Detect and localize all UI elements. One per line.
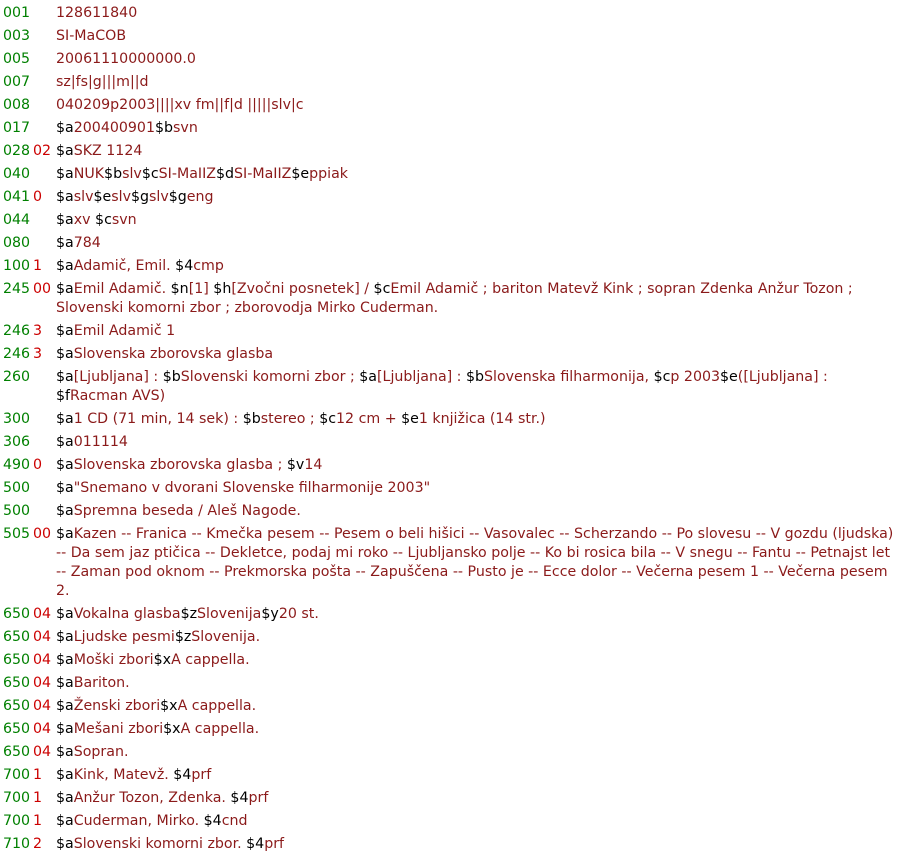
subfield-data: Emil Adamič.	[73, 281, 171, 297]
subfield-data: prf	[191, 767, 212, 783]
field-indicators: 04	[33, 652, 52, 668]
field-row	[0, 119, 900, 138]
field-tag: 710	[3, 836, 31, 852]
subfield-code: $a	[56, 346, 74, 362]
subfield-code: $b	[242, 411, 261, 427]
field-value	[56, 525, 900, 601]
subfield-data: slv	[73, 189, 94, 205]
subfield-data: Slovenija	[197, 606, 262, 622]
field-value	[56, 4, 900, 23]
field-tag: 650	[3, 721, 31, 737]
subfield-data: 1 knjižica (14 str.)	[418, 411, 546, 427]
subfield-code: $d	[216, 166, 235, 182]
subfield-code: $a	[56, 652, 74, 668]
subfield-code: $g	[130, 189, 150, 205]
subfield-code: $a	[56, 212, 74, 228]
field-row	[0, 165, 900, 184]
subfield-data: svn	[111, 212, 137, 228]
field-indicators: 1	[33, 813, 43, 829]
subfield-data: Adamič, Emil.	[73, 258, 176, 274]
field-value	[56, 651, 900, 670]
subfield-data: Anžur Tozon, Zdenka.	[73, 790, 231, 806]
subfield-data: Ženski zbori	[73, 698, 161, 714]
subfield-data: slv	[111, 189, 131, 205]
field-tag: 650	[3, 698, 31, 714]
subfield-code: $z	[174, 629, 192, 645]
subfield-data: 12 cm +	[336, 411, 402, 427]
subfield-data: Cuderman, Mirko.	[73, 813, 204, 829]
subfield-data: 128611840	[56, 5, 138, 21]
field-tag: 008	[3, 97, 31, 113]
field-value	[56, 605, 900, 624]
field-tag: 040	[3, 166, 31, 182]
field-tag: 700	[3, 767, 31, 783]
subfield-data: xv	[73, 212, 96, 228]
field-value	[56, 257, 900, 276]
subfield-code: $a	[56, 836, 74, 852]
field-row	[0, 605, 900, 624]
subfield-data: SI-MaIIZ	[234, 166, 292, 182]
subfield-data: Sopran.	[73, 744, 129, 760]
subfield-data: 1 CD (71 min, 14 sek) :	[73, 411, 243, 427]
field-value	[56, 188, 900, 207]
subfield-code: $g	[168, 189, 187, 205]
field-tag: 650	[3, 675, 31, 691]
field-indicators: 0	[33, 457, 43, 473]
subfield-data: "Snemano v dvorani Slovenske filharmonije 2003"	[73, 480, 431, 496]
subfield-data: Mešani zbori	[73, 721, 164, 737]
field-value	[56, 27, 900, 46]
field-indicators: 04	[33, 744, 52, 760]
subfield-code: $a	[56, 369, 74, 385]
field-row	[0, 50, 900, 69]
subfield-data: prf	[248, 790, 269, 806]
subfield-data: slv	[149, 189, 169, 205]
subfield-code: $c	[141, 166, 159, 182]
field-indicators: 04	[33, 629, 52, 645]
subfield-code: $4	[175, 258, 194, 274]
field-tag: 041	[3, 189, 31, 205]
subfield-code: $4	[173, 767, 192, 783]
subfield-code: $4	[203, 813, 222, 829]
field-row	[0, 27, 900, 46]
subfield-data: [Ljubljana] :	[377, 369, 466, 385]
subfield-data: Emil Adamič ; bariton Matevž Kink ; sopran Zdenka Anžur Tozon ; Slovenski komorni zbor ; zborovodja Mirko Cuderman.	[56, 281, 853, 316]
field-indicators: 04	[33, 698, 52, 714]
field-tag: 306	[3, 434, 31, 450]
field-row	[0, 188, 900, 207]
subfield-code: $4	[230, 790, 249, 806]
field-value	[56, 345, 900, 364]
subfield-code: $c	[95, 212, 112, 228]
subfield-data: 200400901	[73, 120, 155, 136]
field-row	[0, 322, 900, 341]
subfield-data: A cappella.	[171, 652, 250, 668]
subfield-code: $e	[401, 411, 419, 427]
field-row	[0, 73, 900, 92]
field-row	[0, 96, 900, 115]
field-value	[56, 211, 900, 230]
subfield-code: $x	[163, 721, 181, 737]
field-value	[56, 720, 900, 739]
field-tag: 044	[3, 212, 31, 228]
subfield-data: sz|fs|g|||m||d	[56, 74, 149, 90]
subfield-data: p 2003	[670, 369, 721, 385]
subfield-data: Slovenska zborovska glasba	[73, 346, 274, 362]
field-row	[0, 628, 900, 647]
field-row	[0, 280, 900, 318]
subfield-code: $a	[56, 503, 74, 519]
field-tag: 500	[3, 480, 31, 496]
subfield-code: $y	[261, 606, 279, 622]
subfield-data: Ljudske pesmi	[73, 629, 175, 645]
field-tag: 246	[3, 346, 31, 362]
subfield-data: [1]	[188, 281, 214, 297]
field-value	[56, 50, 900, 69]
field-value	[56, 165, 900, 184]
field-tag: 003	[3, 28, 31, 44]
subfield-data: Kink, Matevž.	[73, 767, 174, 783]
subfield-data: Slovenska zborovska glasba ;	[73, 457, 287, 473]
field-row	[0, 743, 900, 762]
field-tag: 017	[3, 120, 31, 136]
subfield-data: 14	[304, 457, 323, 473]
subfield-data: SI-MaCOB	[56, 28, 127, 44]
subfield-data: prf	[264, 836, 285, 852]
field-value	[56, 142, 900, 161]
field-tag: 650	[3, 629, 31, 645]
subfield-code: $c	[319, 411, 337, 427]
subfield-data: Spremna beseda / Aleš Nagode.	[73, 503, 301, 519]
subfield-code: $v	[286, 457, 305, 473]
subfield-code: $a	[56, 258, 74, 274]
field-row	[0, 456, 900, 475]
field-indicators: 1	[33, 767, 43, 783]
field-value	[56, 789, 900, 808]
subfield-code: $c	[653, 369, 671, 385]
subfield-code: $a	[56, 698, 74, 714]
field-indicators: 2	[33, 836, 43, 852]
field-row	[0, 4, 900, 23]
field-tag: 650	[3, 606, 31, 622]
subfield-data: NUK	[73, 166, 105, 182]
field-tag: 490	[3, 457, 31, 473]
field-row	[0, 674, 900, 693]
subfield-data: A cappella.	[177, 698, 257, 714]
subfield-code: $f	[56, 388, 71, 404]
subfield-code: $a	[56, 629, 74, 645]
field-tag: 650	[3, 652, 31, 668]
field-row	[0, 766, 900, 785]
subfield-data: Vokalna glasba	[73, 606, 181, 622]
subfield-data: Moški zbori	[73, 652, 154, 668]
field-tag: 246	[3, 323, 31, 339]
subfield-data: cnd	[221, 813, 248, 829]
field-row	[0, 720, 900, 739]
field-row	[0, 433, 900, 452]
field-row	[0, 835, 900, 854]
subfield-code: $a	[56, 767, 74, 783]
field-value	[56, 502, 900, 521]
subfield-code: $a	[56, 790, 74, 806]
field-row	[0, 502, 900, 521]
field-tag: 700	[3, 790, 31, 806]
field-value	[56, 410, 900, 429]
subfield-data: Slovenski komorni zbor.	[73, 836, 247, 852]
field-row	[0, 789, 900, 808]
subfield-data: SKZ 1124	[73, 143, 143, 159]
subfield-code: $a	[56, 434, 74, 450]
subfield-data: [Zvočni posnetek] /	[231, 281, 374, 297]
field-row	[0, 211, 900, 230]
field-value	[56, 119, 900, 138]
field-indicators: 04	[33, 721, 52, 737]
field-indicators: 02	[33, 143, 52, 159]
subfield-code: $a	[56, 120, 74, 136]
subfield-code: $x	[153, 652, 172, 668]
subfield-data: 20061110000000.0	[56, 51, 196, 67]
subfield-data: Slovenija.	[191, 629, 261, 645]
field-value	[56, 456, 900, 475]
field-tag: 650	[3, 744, 31, 760]
subfield-data: cmp	[193, 258, 224, 274]
subfield-data: SI-MaIIZ	[158, 166, 216, 182]
subfield-code: $n	[170, 281, 189, 297]
field-value	[56, 835, 900, 854]
field-value	[56, 697, 900, 716]
field-tag: 100	[3, 258, 31, 274]
subfield-data: eng	[186, 189, 214, 205]
subfield-data: Slovenski komorni zbor ;	[180, 369, 360, 385]
field-tag: 260	[3, 369, 31, 385]
subfield-code: $b	[154, 120, 174, 136]
field-tag: 500	[3, 503, 31, 519]
field-value	[56, 96, 900, 115]
subfield-data: 040209p2003||||xv fm||f|d |||||slv|c	[56, 97, 304, 113]
subfield-code: $e	[291, 166, 310, 182]
field-row	[0, 697, 900, 716]
subfield-data: 784	[73, 235, 101, 251]
field-value	[56, 628, 900, 647]
field-indicators: 00	[33, 281, 52, 297]
subfield-data: 011114	[73, 434, 128, 450]
field-indicators: 00	[33, 526, 52, 542]
field-indicators: 04	[33, 606, 52, 622]
field-indicators: 3	[33, 323, 43, 339]
subfield-code: $a	[56, 281, 74, 297]
field-indicators: 3	[33, 346, 43, 362]
field-tag: 028	[3, 143, 31, 159]
subfield-data: ([Ljubljana] :	[737, 369, 828, 385]
subfield-code: $4	[246, 836, 265, 852]
field-value	[56, 433, 900, 452]
field-row	[0, 479, 900, 498]
subfield-data: svn	[173, 120, 198, 136]
subfield-code: $e	[93, 189, 112, 205]
subfield-data: stereo ;	[260, 411, 320, 427]
subfield-code: $x	[160, 698, 178, 714]
field-value	[56, 234, 900, 253]
field-row	[0, 257, 900, 276]
field-indicators: 1	[33, 790, 43, 806]
field-tag: 007	[3, 74, 31, 90]
field-tag: 005	[3, 51, 31, 67]
subfield-data: 20 st.	[278, 606, 319, 622]
subfield-data: slv	[122, 166, 142, 182]
field-indicators: 0	[33, 189, 43, 205]
field-row	[0, 345, 900, 364]
subfield-code: $a	[56, 721, 74, 737]
subfield-code: $a	[56, 166, 74, 182]
field-row	[0, 142, 900, 161]
subfield-code: $b	[465, 369, 485, 385]
subfield-data: Emil Adamič 1	[73, 323, 176, 339]
subfield-data: A cappella.	[180, 721, 260, 737]
subfield-code: $a	[56, 744, 74, 760]
field-indicators: 04	[33, 675, 52, 691]
subfield-data: Bariton.	[73, 675, 130, 691]
field-indicators: 1	[33, 258, 43, 274]
field-tag: 700	[3, 813, 31, 829]
field-tag: 505	[3, 526, 31, 542]
subfield-code: $a	[56, 235, 74, 251]
field-value	[56, 812, 900, 831]
subfield-data: ppiak	[309, 166, 349, 182]
subfield-code: $a	[359, 369, 377, 385]
field-value	[56, 280, 900, 318]
field-value	[56, 322, 900, 341]
field-row	[0, 368, 900, 406]
subfield-code: $a	[56, 813, 74, 829]
subfield-code: $a	[56, 143, 74, 159]
subfield-code: $e	[720, 369, 738, 385]
subfield-data: Kazen -- Franica -- Kmečka pesem -- Pesem o beli hišici -- Vasovalec -- Scherzando -- Po slovesu -- V gozdu (ljudska) -- Da sem jaz ptičica -- Dekletce, podaj mi roko -- Ljubljansko polje -- Ko bi rosica bila -- V snegu -- Fantu -- Petnajst let -- Zaman pod oknom -- Prekmorska pošta -- Zapuščena -- Pusto je -- Ecce dolor -- Večerna pesem 1 -- Večerna pesem 2.	[56, 526, 894, 599]
field-value	[56, 479, 900, 498]
field-tag: 245	[3, 281, 31, 297]
field-value	[56, 743, 900, 762]
subfield-code: $z	[180, 606, 198, 622]
subfield-code: $a	[56, 457, 74, 473]
field-tag: 001	[3, 5, 31, 21]
field-row	[0, 410, 900, 429]
subfield-code: $c	[373, 281, 391, 297]
subfield-data: Racman AVS)	[70, 388, 166, 404]
field-value	[56, 368, 900, 406]
field-tag: 300	[3, 411, 31, 427]
field-row	[0, 651, 900, 670]
subfield-code: $b	[104, 166, 123, 182]
field-tag: 080	[3, 235, 31, 251]
subfield-code: $a	[56, 526, 74, 542]
subfield-code: $a	[56, 480, 74, 496]
subfield-code: $a	[56, 606, 74, 622]
subfield-code: $h	[213, 281, 232, 297]
subfield-code: $b	[162, 369, 181, 385]
subfield-code: $a	[56, 323, 74, 339]
subfield-data: [Ljubljana] :	[73, 369, 163, 385]
subfield-code: $a	[56, 189, 74, 205]
field-row	[0, 234, 900, 253]
field-row	[0, 812, 900, 831]
subfield-code: $a	[56, 675, 74, 691]
field-row	[0, 525, 900, 601]
field-value	[56, 73, 900, 92]
subfield-code: $a	[56, 411, 74, 427]
subfield-data: Slovenska filharmonija,	[484, 369, 654, 385]
field-value	[56, 766, 900, 785]
field-value	[56, 674, 900, 693]
